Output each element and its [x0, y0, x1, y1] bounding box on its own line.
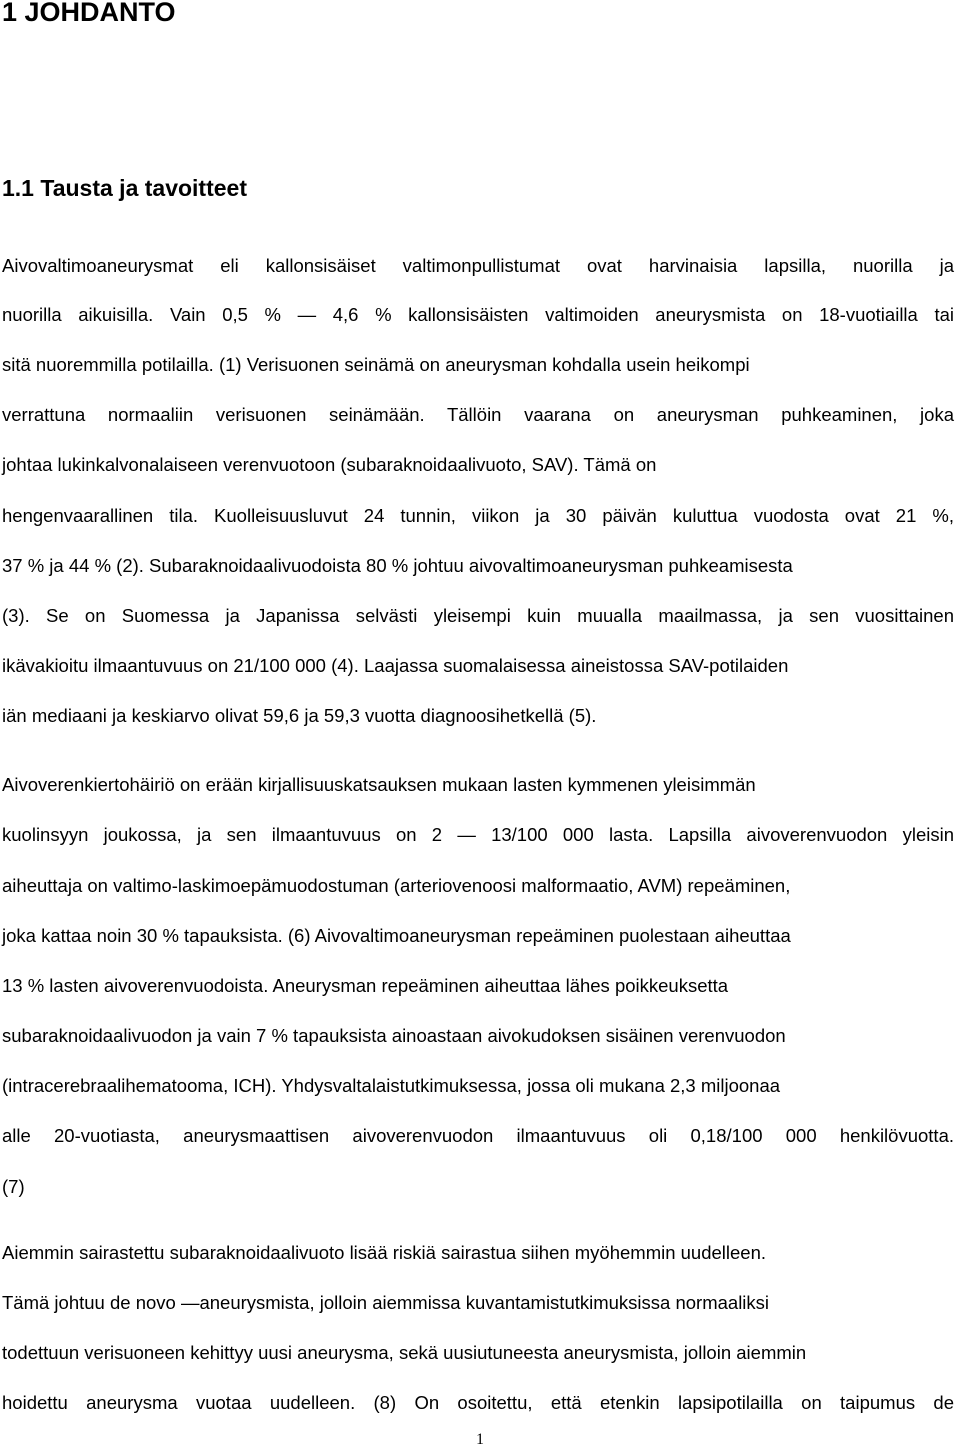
text-line: joka kattaa noin 30 % tapauksista. (6) Aivovaltimoaneurysman repeäminen puolestaan aiheuttaa: [2, 925, 791, 946]
text-line: Tämä johtuu de novo —aneurysmista, jolloin aiemmissa kuvantamistutkimuksissa normaaliksi: [2, 1292, 770, 1313]
text-line: nuorilla aikuisilla. Vain 0,5 % — 4,6 % kallonsisäisten valtimoiden aneurysmista on 18-vuotiailla tai: [2, 304, 954, 325]
text-line: iän mediaani ja keskiarvo olivat 59,6 ja 59,3 vuotta diagnoosihetkellä (5).: [2, 705, 597, 726]
text-line: (intracerebraalihematooma, ICH). Yhdysvaltalaistutkimuksessa, jossa oli mukana 2,3 miljoonaa: [2, 1075, 781, 1096]
text-line: alle 20-vuotiasta, aneurysmaattisen aivoverenvuodon ilmaantuvuus oli 0,18/100 000 henkilövuotta.: [2, 1125, 954, 1146]
text-line: aiheuttaja on valtimo-laskimoepämuodostuman (arteriovenoosi malformaatio, AVM) repeäminen,: [2, 875, 791, 896]
text-line: ikävakioitu ilmaantuvuus on 21/100 000 (4). Laajassa suomalaisessa aineistossa SAV-potilaiden: [2, 655, 789, 676]
text-line: (7): [2, 1176, 25, 1197]
page-number: 1: [476, 1431, 484, 1448]
text-line: Aiemmin sairastettu subaraknoidaalivuoto lisää riskiä sairastua siihen myöhemmin uudelleen.: [2, 1242, 767, 1263]
heading-1: 1 JOHDANTO: [2, 0, 176, 27]
text-line: 37 % ja 44 % (2). Subaraknoidaalivuodoista 80 % johtuu aivovaltimoaneurysman puhkeamisesta: [2, 555, 793, 576]
text-line: johtaa lukinkalvonalaiseen verenvuotoon (subaraknoidaalivuoto, SAV). Tämä on: [2, 454, 657, 475]
text-line: sitä nuoremmilla potilailla. (1) Verisuonen seinämä on aneurysman kohdalla usein heikompi: [2, 354, 750, 375]
text-line: hoidettu aneurysma vuotaa uudelleen. (8) On osoitettu, että etenkin lapsipotilailla on taipumus de: [2, 1392, 954, 1413]
text-line: todettuun verisuoneen kehittyy uusi aneurysma, sekä uusiutuneesta aneurysmista, jolloin aiemmin: [2, 1342, 807, 1363]
text-line: Aivovaltimoaneurysmat eli kallonsisäiset valtimonpullistumat ovat harvinaisia lapsilla, nuorilla ja: [2, 255, 954, 276]
text-line: hengenvaarallinen tila. Kuolleisuusluvut 24 tunnin, viikon ja 30 päivän kuluttua vuodosta ovat 21 %,: [2, 505, 954, 526]
text-line: (3). Se on Suomessa ja Japanissa selvästi yleisempi kuin muualla maailmassa, ja sen vuosittainen: [2, 605, 954, 626]
text-line: subaraknoidaalivuodon ja vain 7 % tapauksista ainoastaan aivokudoksen sisäinen verenvuodon: [2, 1025, 786, 1046]
heading-2: 1.1 Tausta ja tavoitteet: [2, 175, 247, 201]
text-line: 13 % lasten aivoverenvuodoista. Aneurysman repeäminen aiheuttaa lähes poikkeuksetta: [2, 975, 729, 996]
text-line: Aivoverenkiertohäiriö on erään kirjallisuuskatsauksen mukaan lasten kymmenen yleisimmän: [2, 774, 756, 795]
text-line: verrattuna normaaliin verisuonen seinämään. Tällöin vaarana on aneurysman puhkeaminen, joka: [2, 404, 954, 425]
text-line: kuolinsyyn joukossa, ja sen ilmaantuvuus on 2 — 13/100 000 lasta. Lapsilla aivoverenvuodon yleisin: [2, 824, 954, 845]
